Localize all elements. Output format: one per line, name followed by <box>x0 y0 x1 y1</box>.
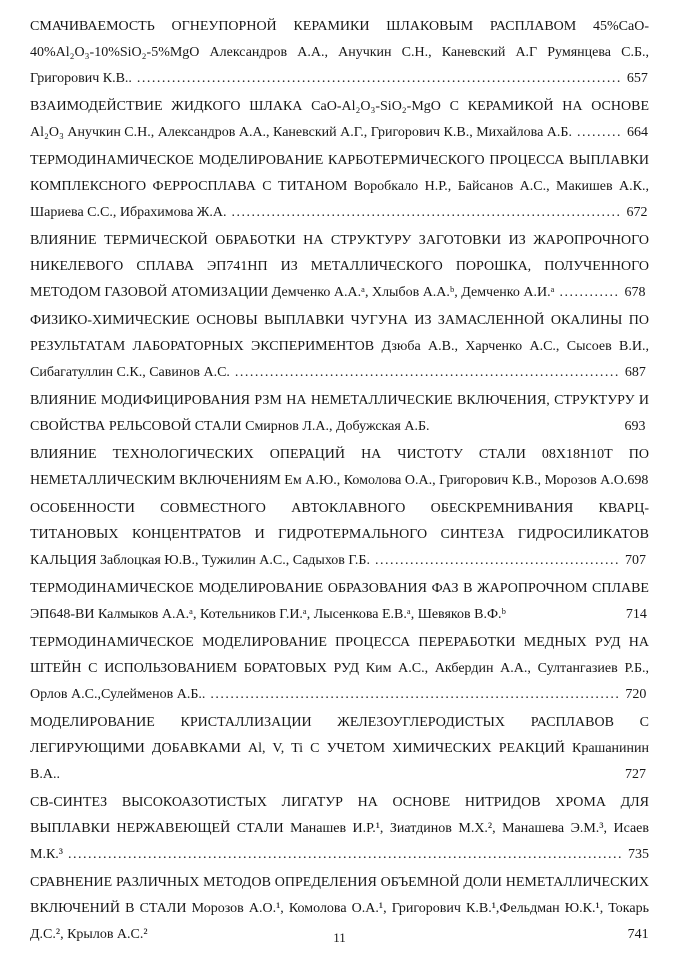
dot-leader: .............................................................................. <box>226 205 627 220</box>
entry-title: МОДЕЛИРОВАНИЕ КРИСТАЛЛИЗАЦИИ ЖЕЛЕЗОУГЛЕРОДИСТЫХ РАСПЛАВОВ С ЛЕГИРУЮЩИМИ ДОБАВКАМИ Al, V, Ti С УЧЕТОМ ХИМИЧЕСКИХ РЕАКЦИЙ <box>30 715 649 756</box>
toc-entry <box>30 442 649 494</box>
toc-entry <box>30 308 649 386</box>
entry-title: ТЕРМОДИНАМИЧЕСКОЕ МОДЕЛИРОВАНИЕ КАРБОТЕРМИЧЕСКОГО ПРОЦЕССА ВЫПЛАВКИ КОМПЛЕКСНОГО ФЕРРОСПЛАВА С ТИТАНОМ <box>30 153 649 194</box>
toc-entry <box>30 790 649 868</box>
entry-authors: Воробкало Н.Р., Байсанов А.С., Макишев А.К., Шариева С.С., Ибрахимова Ж.А. <box>30 179 649 220</box>
entry-title: СВ-СИНТЕЗ ВЫСОКОАЗОТИСТЫХ ЛИГАТУР НА ОСНОВЕ НИТРИДОВ ХРОМА ДЛЯ ВЫПЛАВКИ НЕРЖАВЕЮЩЕЙ СТАЛИ <box>30 795 649 836</box>
page-number: 11 <box>333 930 346 945</box>
entry-authors: Смирнов Л.А., Добужская А.Б. <box>245 419 430 434</box>
dot-leader: ................................................................................................. <box>131 71 627 86</box>
dot-leader: ............................................................................. <box>229 365 625 380</box>
entry-page-number: 664 <box>626 125 648 140</box>
entry-title: СМАЧИВАЕМОСТЬ ОГНЕУПОРНОЙ КЕРАМИКИ ШЛАКОВЫМ РАСПЛАВОМ 45%CaO-40%Al₂O₃-10%SiO₂-5%MgO <box>30 19 649 60</box>
entry-title: ТЕРМОДИНАМИЧЕСКОЕ МОДЕЛИРОВАНИЕ ПРОЦЕССА ПЕРЕРАБОТКИ МЕДНЫХ РУД НА ШТЕЙН С ИСПОЛЬЗОВАНИЕМ БОРАТОВЫХ РУД <box>30 635 649 676</box>
dot-leader: .................................................................................. <box>205 687 626 702</box>
entry-title: ОСОБЕННОСТИ СОВМЕСТНОГО АВТОКЛАВНОГО ОБЕСКРЕМНИВАНИЯ КВАРЦ-ТИТАНОВЫХ КОНЦЕНТРАТОВ И ГИДРОТЕРМАЛЬНОГО СИНТЕЗА ГИДРОСИЛИКАТОВ КАЛЬЦИЯ <box>30 501 649 568</box>
entry-title: ТЕРМОДИНАМИЧЕСКОЕ МОДЕЛИРОВАНИЕ ОБРАЗОВАНИЯ ФАЗ В ЖАРОПРОЧНОМ СПЛАВЕ ЭП648-ВИ <box>30 581 649 622</box>
toc-entry <box>30 94 649 146</box>
toc-entry <box>30 228 649 306</box>
entry-authors: Заблоцкая Ю.В., Тужилин А.С., Садыхов Г.Б. <box>100 553 370 568</box>
dot-leader <box>430 419 625 434</box>
entry-page-number: 693 <box>624 419 646 434</box>
entry-page-number: 727 <box>624 767 646 782</box>
dot-leader <box>60 767 625 782</box>
entry-authors: Манашев И.Р.¹, Зиатдинов М.Х.², Манашева Э.М.³, Исаев М.К.³ <box>30 821 649 862</box>
entry-page-number: 707 <box>624 553 646 568</box>
entry-title: ВЛИЯНИЕ МОДИФИЦИРОВАНИЯ РЗМ НА НЕМЕТАЛЛИЧЕСКИЕ ВКЛЮЧЕНИЯ, СТРУКТУРУ И СВОЙСТВА РЕЛЬСОВОЙ СТАЛИ <box>30 393 649 434</box>
dot-leader: ......... <box>571 125 627 140</box>
entry-authors: Демченко А.А.ᵃ, Хлыбов А.А.ᵇ, Демченко А.И.ᵃ <box>271 285 555 300</box>
entry-authors: Дзюба А.В., Харченко А.С., Сысоев В.И., Сибагатуллин С.К., Савинов А.С. <box>30 339 649 380</box>
entry-authors: Калмыков А.А.ᵃ, Котельников Г.И.ᵃ, Лысенкова Е.В.ᵃ, Шевяков В.Ф.ᵇ <box>97 607 506 622</box>
toc-entry <box>30 710 649 788</box>
entry-title: ВЗАИМОДЕЙСТВИЕ ЖИДКОГО ШЛАКА CaO-Al₂O₃-SiO₂-MgO С КЕРАМИКОЙ НА ОСНОВЕ Al₂O₃ <box>30 99 649 140</box>
dot-leader: ................................................. <box>369 553 625 568</box>
toc-entry <box>30 14 649 92</box>
entry-authors: Ким А.С., Акбердин А.А., Султангазиев Р.Б., Орлов А.С.,Сулейменов А.Б.. <box>30 661 649 702</box>
toc-entry <box>30 496 649 574</box>
dot-leader: ............................................................................................................... <box>62 847 628 862</box>
entry-page-number: 678 <box>624 285 646 300</box>
toc-entry <box>30 630 649 708</box>
entry-page-number: 672 <box>626 205 648 220</box>
entry-authors: Анучкин С.Н., Александров А.А., Каневский А.Г., Григорович К.В., Михайлова А.Б. <box>67 125 572 140</box>
entry-page-number: 687 <box>624 365 646 380</box>
entry-title: ВЛИЯНИЕ ТЕХНОЛОГИЧЕСКИХ ОПЕРАЦИЙ НА ЧИСТОТУ СТАЛИ 08Х18Н10Т ПО НЕМЕТАЛЛИЧЕСКИМ ВКЛЮЧЕНИЯМ <box>30 447 649 488</box>
entry-title: СРАВНЕНИЕ РАЗЛИЧНЫХ МЕТОДОВ ОПРЕДЕЛЕНИЯ ОБЪЕМНОЙ ДОЛИ НЕМЕТАЛЛИЧЕСКИХ ВКЛЮЧЕНИЙ В СТАЛИ <box>30 875 649 916</box>
entry-authors: Ем А.Ю., Комолова О.А., Григорович К.В., Морозов А.О. <box>284 473 628 488</box>
entry-authors: Морозов А.О.¹, Комолова О.А.¹, Григорович К.В.¹,Фельдман Ю.К.¹, Токарь Д.С.², Крылов А.С.² <box>30 901 649 942</box>
entry-page-number: 720 <box>625 687 647 702</box>
entry-authors: Александров А.А., Анучкин С.Н., Каневский А.Г Румянцева С.Б., Григорович К.В.. <box>30 45 649 86</box>
entry-page-number: 714 <box>625 607 647 622</box>
dot-leader <box>506 607 626 622</box>
entry-title: ФИЗИКО-ХИМИЧЕСКИЕ ОСНОВЫ ВЫПЛАВКИ ЧУГУНА ИЗ ЗАМАСЛЕННОЙ ОКАЛИНЫ ПО РЕЗУЛЬТАТАМ ЛАБОРАТОРНЫХ ЭКСПЕРИМЕНТОВ <box>30 313 649 354</box>
toc-entry <box>30 388 649 440</box>
toc-entry <box>30 148 649 226</box>
entry-page-number: 741 <box>627 927 649 942</box>
entry-page-number: 657 <box>626 71 648 86</box>
entry-page-number: 698 <box>627 473 649 488</box>
toc-entry <box>30 576 649 628</box>
entry-authors: Крашанинин В.А.. <box>30 741 649 782</box>
dot-leader: ............ <box>554 285 625 300</box>
entry-page-number: 735 <box>627 847 649 862</box>
entry-title: ВЛИЯНИЕ ТЕРМИЧЕСКОЙ ОБРАБОТКИ НА СТРУКТУРУ ЗАГОТОВКИ ИЗ ЖАРОПРОЧНОГО НИКЕЛЕВОГО СПЛАВА ЭП741НП ИЗ МЕТАЛЛИЧЕСКОГО ПОРОШКА, ПОЛУЧЕННОГО МЕТОДОМ ГАЗОВОЙ АТОМИЗАЦИИ <box>30 233 649 300</box>
